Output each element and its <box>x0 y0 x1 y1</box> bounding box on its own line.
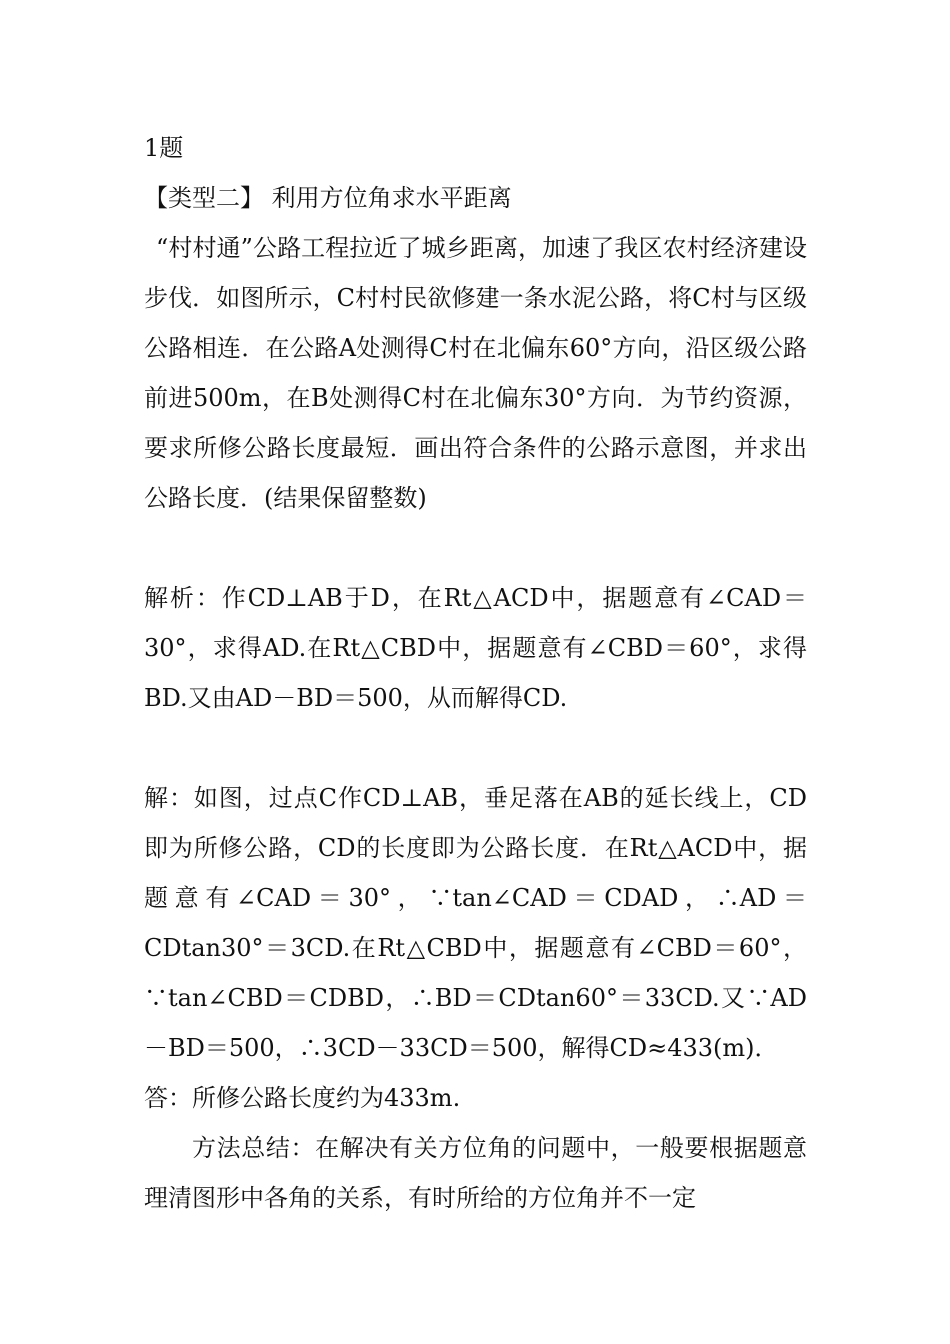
method-summary: 方法总结：在解决有关方位角的问题中，一般要根据题意理清图形中各角的关系，有时所给的方位角并不一定 <box>144 1134 807 1212</box>
paragraph-gap <box>144 523 807 573</box>
solution-paragraph: 解：如图，过点C作CD⊥AB，垂足落在AB的延长线上，CD即为所修公路，CD的长度即为公路长度．在Rt△ACD中，据题意有∠CAD＝30°，∵tan∠CAD＝CDAD，∴AD＝CDtan30°＝3CD.在Rt△CBD中，据题意有∠CBD＝60°，∵tan∠CBD＝CDBD，∴BD＝CDtan60°＝33CD.又∵AD－BD＝500，∴3CD－33CD＝500，解得CD≈433(m)． <box>144 784 807 1062</box>
question-number: 1题 <box>144 134 184 162</box>
analysis-paragraph: 解析：作CD⊥AB于D，在Rt△ACD中，据题意有∠CAD＝30°，求得AD.在Rt△CBD中，据题意有∠CBD＝60°，求得BD.又由AD－BD＝500，从而解得CD. <box>144 584 807 712</box>
document-body <box>144 123 807 1223</box>
problem-statement: “村村通”公路工程拉近了城乡距离，加速了我区农村经济建设步伐．如图所示，C村村民欲修建一条水泥公路，将C村与区级公路相连．在公路A处测得C村在北偏东60°方向，沿区级公路前进500m，在B处测得C村在北偏东30°方向．为节约资源，要求所修公路长度最短．画出符合条件的公路示意图，并求出公路长度．(结果保留整数) <box>144 234 807 512</box>
paragraph-gap <box>144 723 807 773</box>
answer-line: 答：所修公路长度约为433m. <box>144 1084 461 1112</box>
section-heading: 【类型二】 利用方位角求水平距离 <box>144 184 512 212</box>
